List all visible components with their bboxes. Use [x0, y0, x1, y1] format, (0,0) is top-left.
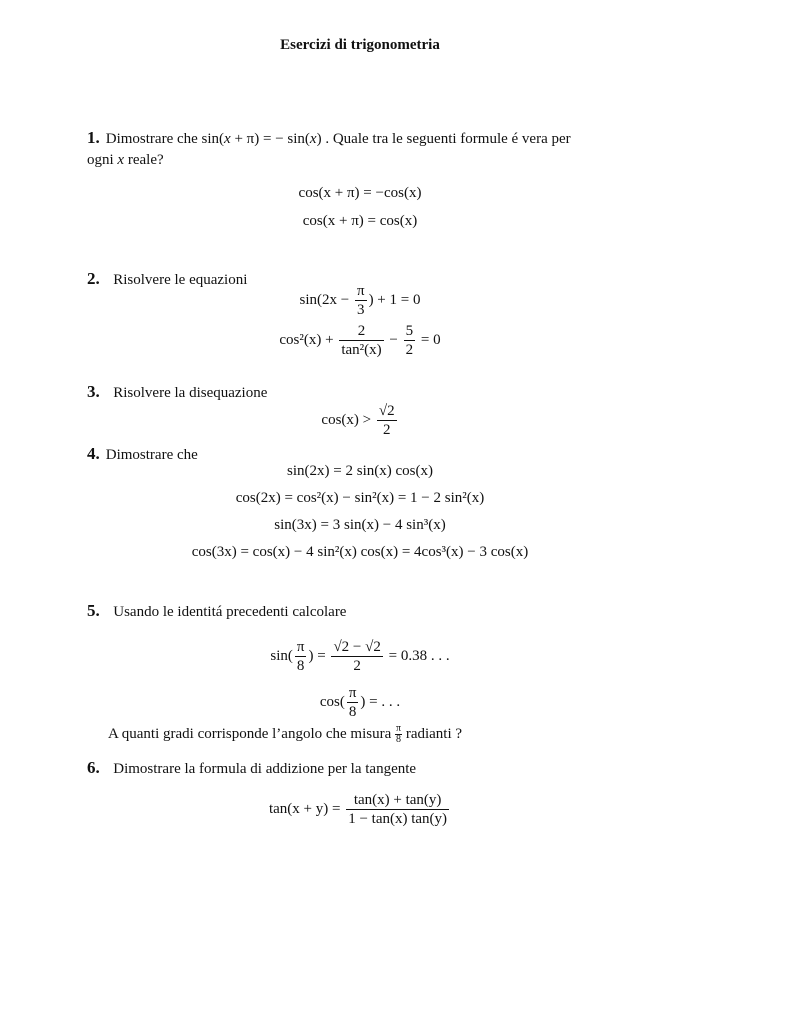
ex5-eq1-mid: ) = — [308, 647, 326, 664]
ex5-eq2-right: ) = . . . — [360, 693, 401, 710]
ex2-eq2-minus: − — [389, 331, 398, 348]
ex5-eq1-denominator: 2 — [353, 658, 361, 674]
ex5-question-denominator: 8 — [396, 734, 402, 745]
ex5-eq1-fraction — [331, 638, 382, 675]
exercise-2-number: 2. — [87, 269, 100, 288]
ex2-eq2-left: cos²(x) + — [279, 331, 334, 348]
ex2-equation-2 — [0, 322, 720, 359]
exercise-6-number: 6. — [87, 758, 100, 777]
ex2-text: Risolvere le equazioni — [113, 272, 248, 288]
exercise-4-number: 4. — [87, 444, 100, 463]
ex5-equation-1 — [0, 638, 720, 675]
ex6-fraction — [346, 791, 449, 828]
ex6-left: tan(x + y) = — [268, 800, 341, 817]
ex6-text: Dimostrare la formula di addizione per la tangente — [113, 761, 417, 777]
exercise-5-number: 5. — [87, 601, 100, 620]
ex1-text-h: reale? — [124, 152, 164, 168]
exercise-3-number: 3. — [87, 382, 100, 401]
ex5-eq1-right: = 0.38 . . . — [388, 647, 450, 664]
exercise-3-heading — [87, 382, 267, 402]
ex5-question-numerator: π — [396, 723, 402, 734]
exercise-6-heading — [87, 758, 416, 778]
ex6-numerator: tan(x) + tan(y) — [346, 791, 449, 810]
ex4-equation-2: cos(2x) = cos²(x) − sin²(x) = 1 − 2 sin²(x) — [235, 490, 485, 506]
ex5-eq1-angle-numerator: π — [296, 639, 305, 655]
ex1-equation-2: cos(x + π) = cos(x) — [302, 213, 418, 229]
ex4-equation-3: sin(3x) = 3 sin(x) − 4 sin³(x) — [274, 517, 446, 533]
exercise-5-heading — [87, 601, 346, 621]
exercise-1-line1 — [87, 128, 571, 148]
ex3-inequality — [0, 402, 720, 439]
ex2-eq1-right: ) + 1 = 0 — [368, 291, 421, 308]
ex2-eq2-right: = 0 — [420, 331, 441, 348]
ex5-question — [108, 724, 462, 745]
exercise-1-number: 1. — [87, 128, 100, 147]
ex3-text: Risolvere la disequazione — [113, 385, 268, 401]
ex5-question-text-a: A quanti gradi corrisponde l’angolo che misura — [108, 725, 392, 742]
ex5-eq1-left: sin( — [270, 647, 293, 664]
ex2-eq1-left: sin(2x − — [299, 291, 350, 308]
ex1-var-x3: x — [117, 152, 125, 168]
ex1-text-f: ogni — [87, 152, 118, 168]
ex4-equation-1: sin(2x) = 2 sin(x) cos(x) — [287, 463, 433, 479]
ex1-text-a: Dimostrare che sin( — [105, 131, 225, 147]
ex3-fraction — [377, 402, 397, 439]
exercise-1-line2 — [87, 152, 164, 169]
ex5-eq2-angle-fraction — [347, 684, 359, 721]
ex2-eq1-fraction — [355, 282, 367, 319]
ex2-eq2-f1-denominator: tan²(x) — [341, 342, 382, 358]
ex5-eq2-angle-denominator: 8 — [348, 704, 357, 720]
ex5-eq2-angle-numerator: π — [348, 685, 357, 701]
ex4-equation-4: cos(3x) = cos(x) − 4 sin²(x) cos(x) = 4cos³(x) − 3 cos(x) — [191, 544, 529, 560]
page-title: Esercizi di trigonometria — [280, 37, 440, 53]
ex3-denominator: 2 — [382, 422, 391, 438]
ex5-equation-2 — [0, 684, 720, 721]
ex6-denominator: 1 − tan(x) tan(y) — [348, 811, 448, 827]
ex2-eq2-f1-numerator: 2 — [339, 322, 383, 341]
ex1-var-x: x — [224, 131, 231, 147]
ex5-eq1-numerator: √2 − √2 — [333, 639, 381, 655]
ex5-eq1-angle-denominator: 8 — [296, 658, 305, 674]
ex3-numerator: √2 — [378, 403, 395, 419]
ex1-equation-1: cos(x + π) = −cos(x) — [298, 185, 422, 201]
ex2-equation-1 — [0, 282, 720, 319]
ex5-question-text-b: radianti ? — [405, 725, 463, 742]
ex1-text-c: + π) = − sin( — [230, 131, 310, 147]
ex4-text: Dimostrare che — [105, 447, 198, 463]
ex5-question-fraction — [395, 724, 402, 745]
ex2-eq2-fraction-1 — [339, 322, 383, 359]
ex6-equation — [0, 791, 720, 828]
ex1-text-e: ) . Quale tra le seguenti formule é vera per — [316, 131, 571, 147]
ex2-eq1-denominator: 3 — [357, 302, 365, 318]
ex2-eq2-f2-numerator: 5 — [405, 323, 414, 339]
ex3-left: cos(x) > — [321, 411, 372, 428]
ex5-eq2-left: cos( — [319, 693, 345, 710]
ex2-eq2-f2-denominator: 2 — [405, 342, 414, 358]
ex2-eq1-numerator: π — [356, 283, 365, 299]
ex1-var-x2: x — [309, 131, 317, 147]
ex2-eq2-fraction-2 — [404, 322, 416, 359]
ex5-eq1-angle-fraction — [295, 638, 307, 675]
exercise-4-heading — [87, 444, 198, 464]
ex5-text: Usando le identitá precedenti calcolare — [113, 604, 347, 620]
